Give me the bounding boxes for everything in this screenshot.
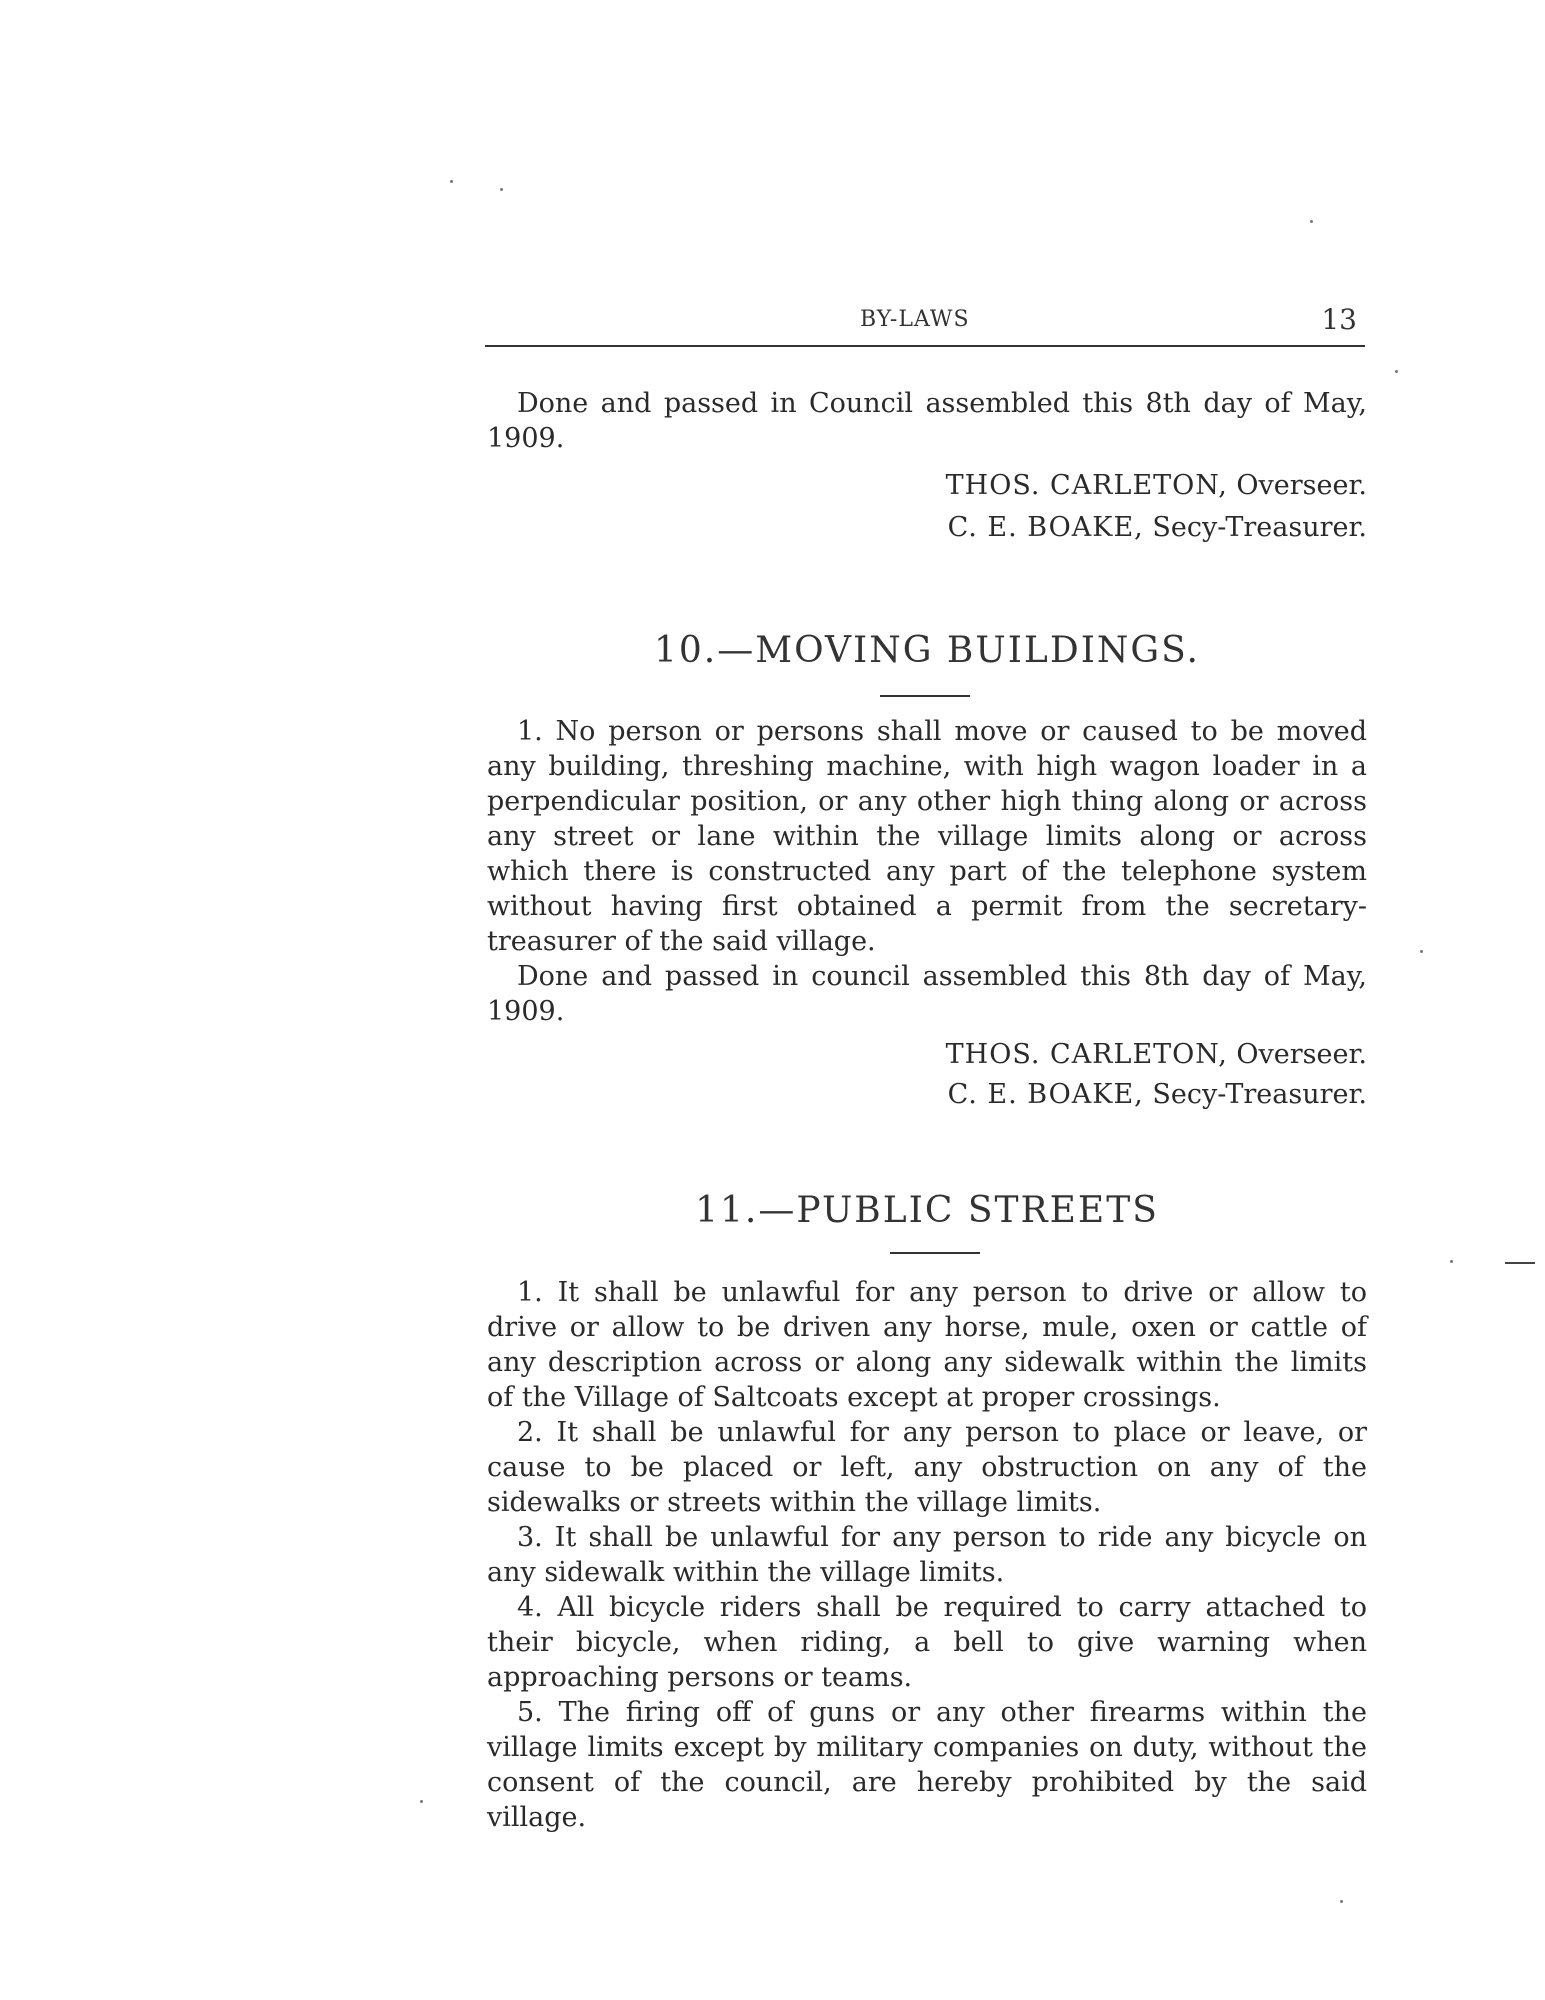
closing-statement: Done and passed in council assembled this 8th day of May, 1909.: [487, 961, 1367, 1027]
signature-role: Overseer.: [1236, 470, 1367, 501]
signature-role: Overseer.: [1236, 1039, 1367, 1070]
signature-secretary: [487, 1075, 1367, 1115]
bylaw-paragraph: 4. All bicycle riders shall be required to carry attached to their bicycle, when riding, a bell to give warning when approaching persons or teams.: [487, 1592, 1367, 1693]
signature-name: C. E. BOAKE,: [947, 1079, 1144, 1110]
closing-statement: Done and passed in Council assembled this 8th day of May, 1909.: [487, 388, 1367, 454]
bylaw-paragraph: 1. It shall be unlawful for any person to drive or allow to drive or allow to be driven any horse, mule, oxen or cattle of any description across or along any sidewalk within the limits of the Village of Saltcoats except at proper crossings.: [487, 1277, 1367, 1413]
section-11-body: [487, 1275, 1367, 1835]
running-title: BY-LAWS: [860, 307, 970, 332]
scan-speck: [420, 1800, 423, 1803]
signature-name: THOS. CARLETON,: [945, 1039, 1228, 1070]
scan-mark: [1505, 1262, 1535, 1264]
signature-overseer: [487, 1035, 1367, 1075]
scan-speck: [1420, 950, 1423, 953]
signature-secretary: [487, 508, 1367, 548]
section-10-body: [487, 714, 1367, 1115]
previous-bylaw-closing: [487, 386, 1367, 548]
scan-speck: [1450, 1260, 1453, 1263]
signature-role: Secy-Treasurer.: [1152, 512, 1367, 543]
section-heading-moving-buildings: 10.—MOVING BUILDINGS.: [654, 630, 1200, 671]
section-heading-public-streets: 11.—PUBLIC STREETS: [695, 1190, 1159, 1231]
header-rule: [485, 345, 1365, 347]
page-number: 13: [1321, 303, 1357, 336]
bylaw-paragraph: 5. The firing off of guns or any other firearms within the village limits except by military companies on duty, without the consent of the council, are hereby prohibited by the said village.: [487, 1697, 1367, 1833]
signature-overseer: [487, 466, 1367, 506]
scan-speck: [1340, 1900, 1343, 1903]
bylaw-paragraph: 1. No person or persons shall move or caused to be moved any building, threshing machine, with high wagon loader in a perpendicular position, or any other high thing along or across any street or lane within the village limits along or across which there is constructed any part of the telephone system without having first obtained a permit from the secretary-treasurer of the said village.: [487, 716, 1367, 957]
signature-role: Secy-Treasurer.: [1152, 1079, 1367, 1110]
scan-speck: [1310, 220, 1313, 223]
scan-speck: [500, 188, 503, 191]
signature-name: THOS. CARLETON,: [945, 470, 1228, 501]
bylaw-paragraph: 2. It shall be unlawful for any person to place or leave, or cause to be placed or left, any obstruction on any of the sidewalks or streets within the village limits.: [487, 1417, 1367, 1518]
section-divider: [880, 695, 970, 697]
page-header: [485, 303, 1365, 343]
section-divider: [890, 1252, 980, 1254]
scan-speck: [450, 180, 453, 183]
signature-name: C. E. BOAKE,: [947, 512, 1144, 543]
scan-speck: [1395, 370, 1398, 373]
bylaw-paragraph: 3. It shall be unlawful for any person to ride any bicycle on any sidewalk within the village limits.: [487, 1522, 1367, 1588]
